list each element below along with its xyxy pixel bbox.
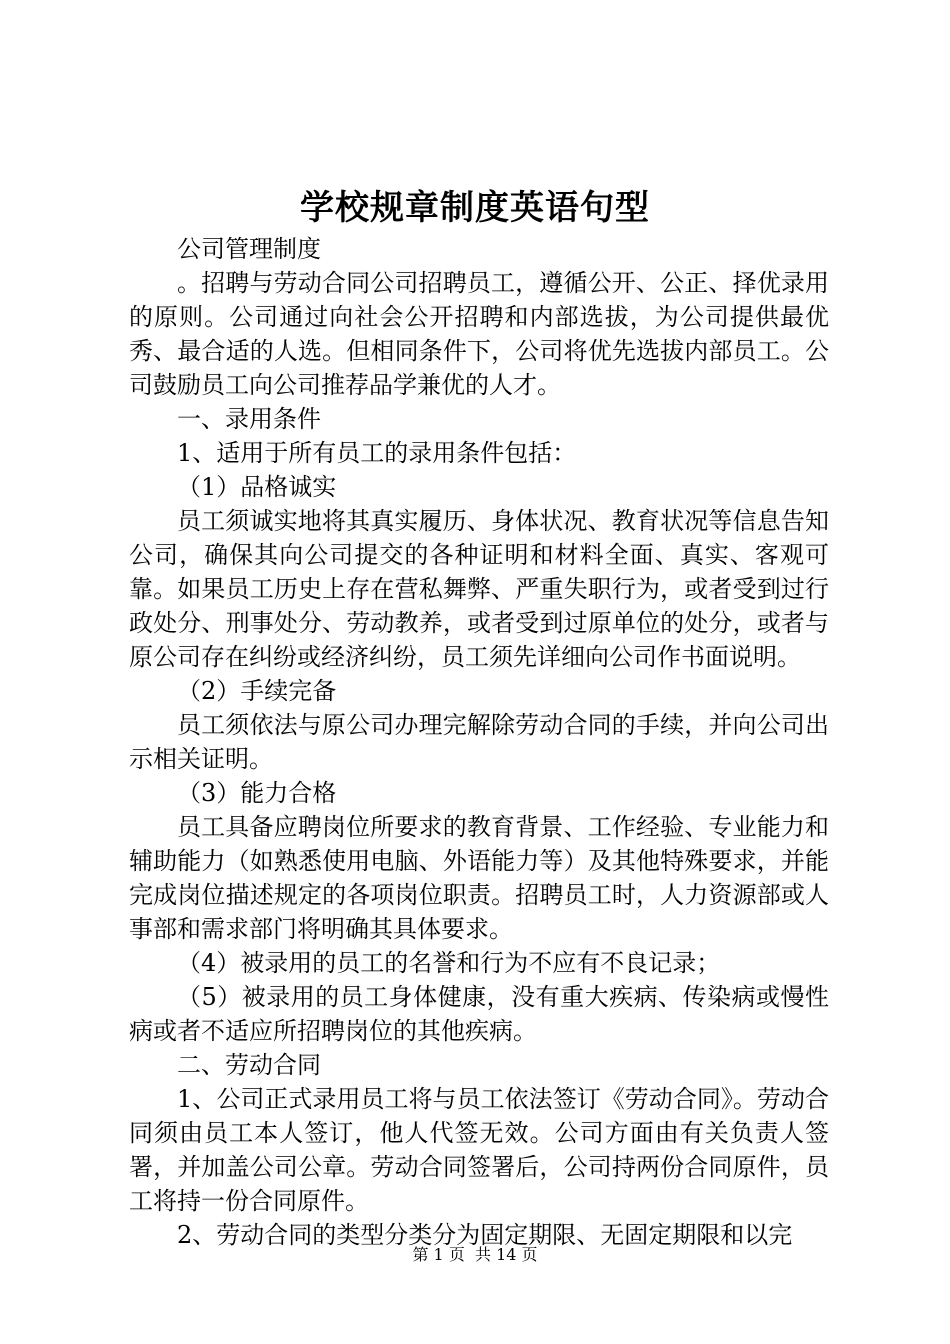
paragraph: 。招聘与劳动合同公司招聘员工，遵循公开、公正、择优录用的原则。公司通过向社会公开招聘和内部选拔，为公司提供最优秀、最合适的人选。但相同条件下，公司将优先选拔内部员工。公司鼓励员工向公司推荐品学兼优的人才。 — [129, 269, 829, 399]
paragraph: 员工须依法与原公司办理完解除劳动合同的手续，并向公司出示相关证明。 — [129, 711, 829, 773]
paragraph: 公司管理制度 — [177, 235, 321, 263]
paragraph: 员工具备应聘岗位所要求的教育背景、工作经验、专业能力和辅助能力（如熟悉使用电脑、外语能力等）及其他特殊要求，并能完成岗位描述规定的各项岗位职责。招聘员工时，人力资源部或人事部和需求部门将明确其具体要求。 — [129, 813, 829, 943]
paragraph: 员工须诚实地将其真实履历、身体状况、教育状况等信息告知公司，确保其向公司提交的各种证明和材料全面、真实、客观可靠。如果员工历史上存在营私舞弊、严重失职行为，或者受到过行政处分、刑事处分、劳动教养，或者受到过原单位的处分，或者与原公司存在纠纷或经济纠纷，员工须先详细向公司作书面说明。 — [129, 507, 829, 671]
paragraph: 2、劳动合同的类型分类分为固定期限、无固定期限和以完 — [177, 1221, 793, 1249]
paragraph: （5）被录用的员工身体健康，没有重大疾病、传染病或慢性病或者不适应所招聘岗位的其他疾病。 — [129, 983, 829, 1045]
document-body — [129, 232, 829, 1252]
section-heading: 一、录用条件 — [177, 405, 321, 433]
page-number-label: 第 1 页 共 14 页 — [412, 1245, 538, 1264]
document-title: 学校规章制度英语句型 — [300, 188, 650, 228]
subsection-heading: （1）品格诚实 — [177, 473, 337, 501]
paragraph: （4）被录用的员工的名誉和行为不应有不良记录； — [177, 949, 721, 977]
subsection-heading: （2）手续完备 — [177, 677, 337, 705]
page-footer — [0, 1244, 950, 1266]
paragraph: 1、公司正式录用员工将与员工依法签订《劳动合同》。劳动合同须由员工本人签订，他人代签无效。公司方面由有关负责人签署，并加盖公司公章。劳动合同签署后，公司持两份合同原件，员工将持一份合同原件。 — [129, 1085, 829, 1215]
paragraph: 1、适用于所有员工的录用条件包括： — [177, 439, 577, 467]
subsection-heading: （3）能力合格 — [177, 779, 337, 807]
section-heading: 二、劳动合同 — [177, 1051, 321, 1079]
